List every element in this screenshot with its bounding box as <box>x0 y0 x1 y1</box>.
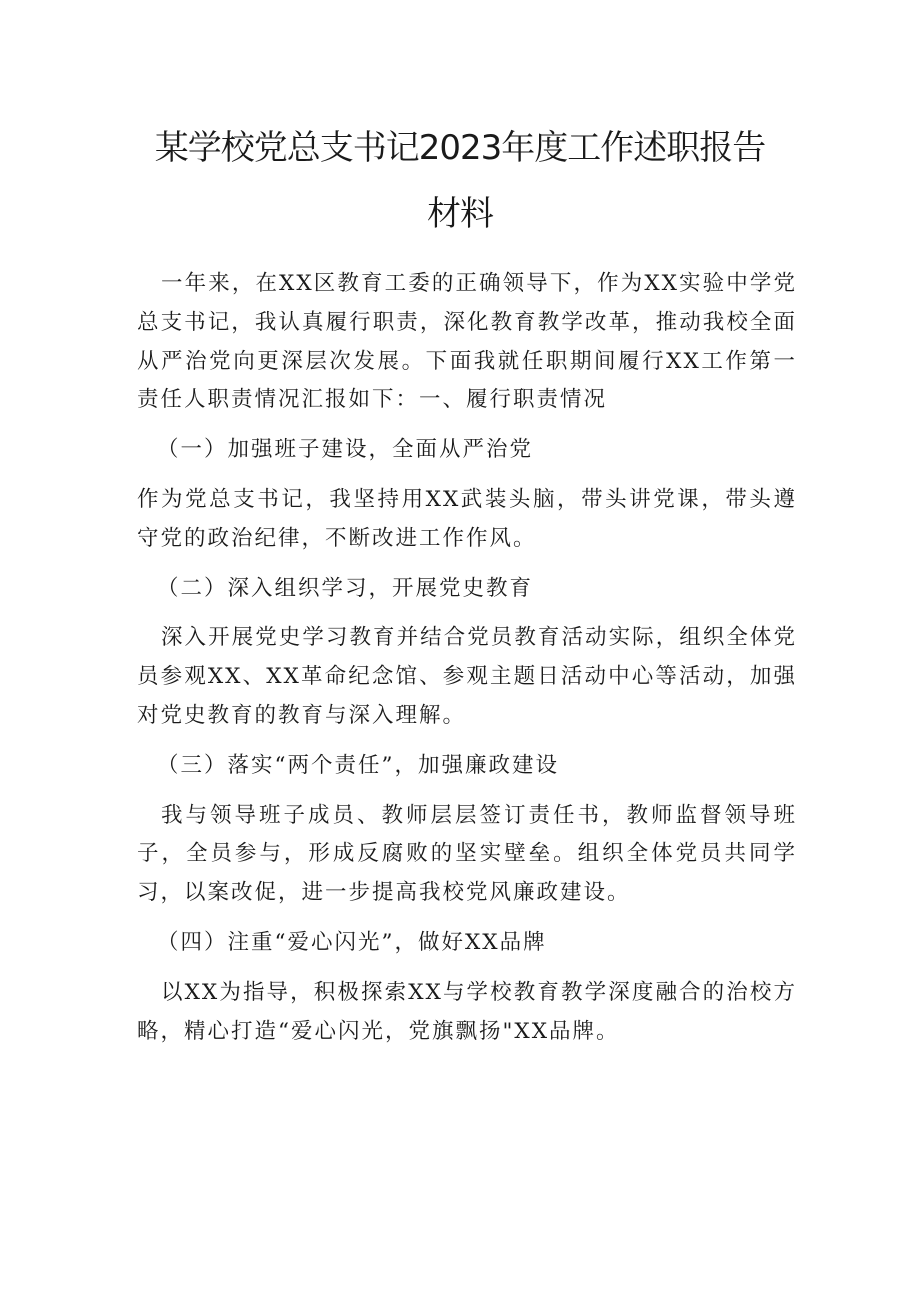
section-1-paragraph: 作为党总支书记，我坚持用XX武装头脑，带头讲党课，带头遵守党的政治纪律，不断改进工作作风。 <box>137 486 797 551</box>
section-heading-4: （四）注重“爱心闪光”，做好XX品牌 <box>157 929 547 955</box>
section-3-paragraph: 我与领导班子成员、教师层层签订责任书，教师监督领导班子，全员参与，形成反腐败的坚实壁垒。组织全体党员共同学习，以案改促，进一步提高我校党风廉政建设。 <box>137 802 797 906</box>
document-title-line-1: 某学校党总支书记2023年度工作述职报告 <box>154 128 766 168</box>
section-4-paragraph: 以XX为指导，积极探索XX与学校教育教学深度融合的治校方略，精心打造“爱心闪光，党旗飘扬"XX品牌。 <box>137 979 797 1044</box>
section-2-paragraph: 深入开展党史学习教育并结合党员教育活动实际，组织全体党员参观XX、XX革命纪念馆、参观主题日活动中心等活动，加强对党史教育的教育与深入理解。 <box>137 625 797 728</box>
section-heading-2: （二）深入组织学习，开展党史教育 <box>157 575 534 601</box>
intro-paragraph: 一年来，在XX区教育工委的正确领导下，作为XX实验中学党总支书记，我认真履行职责，深化教育教学改革，推动我校全面从严治党向更深层次发展。下面我就任职期间履行XX工作第一责任人职责情况汇报如下：一、履行职责情况 <box>137 271 797 413</box>
section-heading-1: （一）加强班子建设，全面从严治党 <box>157 437 534 463</box>
document-title-line-2: 材料 <box>427 194 493 234</box>
section-heading-3: （三）落实“两个责任”，加强廉政建设 <box>157 752 559 778</box>
document-body <box>137 265 797 1062</box>
